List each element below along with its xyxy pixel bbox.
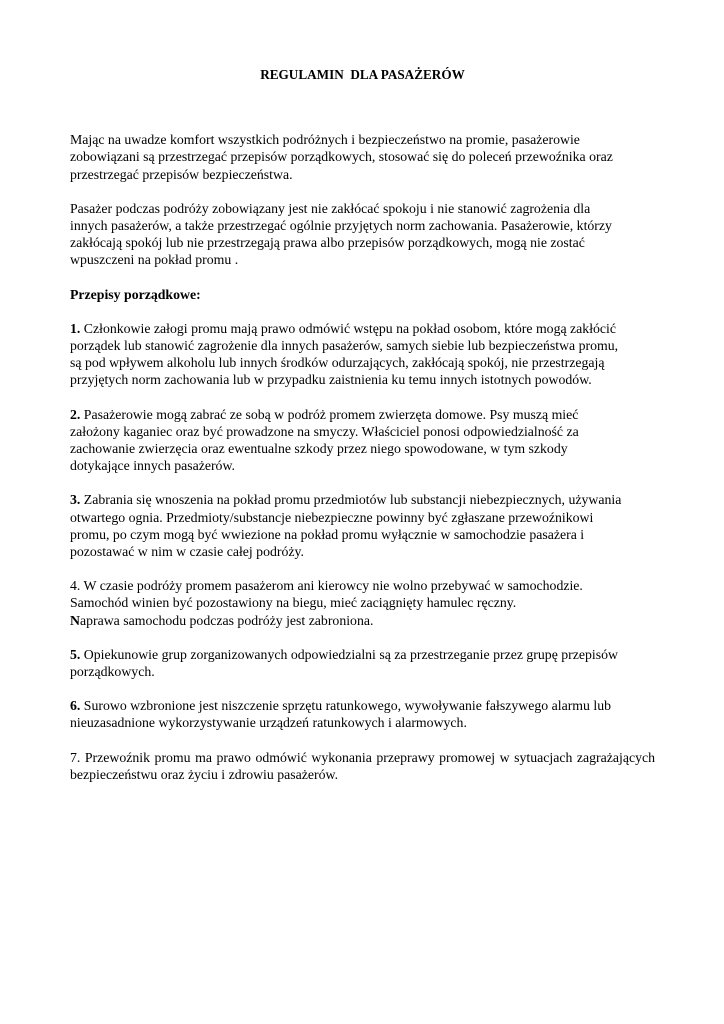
- bold-letter: N: [70, 612, 80, 628]
- text-line: przyjętych norm zachowania lub w przypadku zaistnienia ku temu innych istotnych powodów.: [70, 372, 592, 388]
- intro-paragraph-2: [70, 200, 655, 269]
- text-line: innych pasażerów, a także przestrzegać ogólnie przyjętych norm zachowania. Pasażerowie, którzy: [70, 218, 612, 234]
- document-page: [70, 66, 655, 800]
- rule-number: 5.: [70, 646, 81, 662]
- text-line: Opiekunowie grup zorganizowanych odpowiedzialni są za przestrzeganie przez grupę przepisów porządkowych.: [70, 646, 618, 680]
- text-line: przestrzegać przepisów bezpieczeństwa.: [70, 166, 293, 182]
- text-line: wpuszczeni na pokład promu .: [70, 252, 239, 268]
- text-line: Przewoźnik promu ma prawo odmówić wykonania przeprawy promowej w sytuacjach: [80, 749, 573, 765]
- text-line: nieuzasadnione wykorzystywanie urządzeń ratunkowych i alarmowych.: [70, 715, 467, 731]
- text-line: dotykające innych pasażerów.: [70, 458, 235, 474]
- text-line: zagrażających bezpieczeństwu oraz życiu i zdrowiu pasażerów.: [70, 749, 655, 782]
- rule-1: [70, 320, 655, 389]
- rule-4: [70, 577, 655, 629]
- text-line: zachowanie zwierzęcia oraz ewentualne szkody przez niego spowodowane, w tym szkody: [70, 441, 568, 457]
- rule-7: [70, 749, 655, 783]
- text-line: Samochód winien być pozostawiony na biegu, mieć zaciągnięty hamulec ręczny.: [70, 595, 517, 611]
- text-line: aprawa samochodu podczas podróży jest zabroniona.: [79, 612, 374, 628]
- section-heading: Przepisy porządkowe:: [70, 286, 201, 302]
- text-line: otwartego ognia. Przedmioty/substancje niebezpieczne powinny być zgłaszane przewoźnikowi: [70, 509, 594, 525]
- rule-5: [70, 646, 655, 680]
- rule-number: 6.: [70, 698, 81, 714]
- text-line: Członkowie załogi promu mają prawo odmówić wstępu na pokład osobom, które mogą zakłócić: [80, 320, 617, 336]
- text-line: są pod wpływem alkoholu lub innych środków odurzających, zakłócają spokój, nie przestrzegają: [70, 355, 605, 371]
- text-line: pozostawać w nim w czasie całej podróży.: [70, 544, 304, 560]
- rule-number: 3.: [70, 492, 81, 508]
- rule-number: 1.: [70, 320, 81, 336]
- rule-number: 2.: [70, 406, 81, 422]
- text-line: Pasażer podczas podróży zobowiązany jest nie zakłócać spokoju i nie stanowić zagrożenia dla: [70, 200, 591, 216]
- text-line: Zabrania się wnoszenia na pokład promu przedmiotów lub substancji niebezpiecznych, używania: [80, 492, 622, 508]
- text-line: porządek lub stanowić zagrożenie dla innych pasażerów, samych siebie lub bezpieczeństwa promu,: [70, 338, 619, 354]
- rule-2: [70, 406, 655, 475]
- document-title: REGULAMIN DLA PASAŻERÓW: [260, 67, 465, 82]
- text-line: zakłócają spokój lub nie przestrzegają prawa albo przepisów porządkowych, mogą nie zostać: [70, 235, 585, 251]
- text-line: W czasie podróży promem pasażerom ani kierowcy nie wolno przebywać w samochodzie.: [80, 578, 583, 594]
- rule-3: [70, 491, 655, 560]
- rule-number: 7.: [70, 749, 81, 765]
- text-line: Pasażerowie mogą zabrać ze sobą w podróż promem zwierzęta domowe. Psy muszą mieć: [80, 406, 579, 422]
- intro-paragraph-1: [70, 131, 655, 183]
- text-line: Surowo wzbronione jest niszczenie sprzętu ratunkowego, wywoływanie fałszywego alarmu lub: [80, 698, 612, 714]
- text-line: promu, po czym mogą być wwiezione na pokład promu wyłącznie w samochodzie pasażera i: [70, 526, 585, 542]
- rule-6: [70, 697, 655, 731]
- text-line: założony kaganiec oraz być prowadzone na smyczy. Właściciel ponosi odpowiedzialność za: [70, 423, 579, 439]
- text-line: Mając na uwadze komfort wszystkich podróżnych i bezpieczeństwo na promie, pasażerowie: [70, 132, 580, 148]
- text-line: zobowiązani są przestrzegać przepisów porządkowych, stosować się do poleceń przewoźnika oraz: [70, 149, 613, 165]
- rule-number: 4.: [70, 578, 81, 594]
